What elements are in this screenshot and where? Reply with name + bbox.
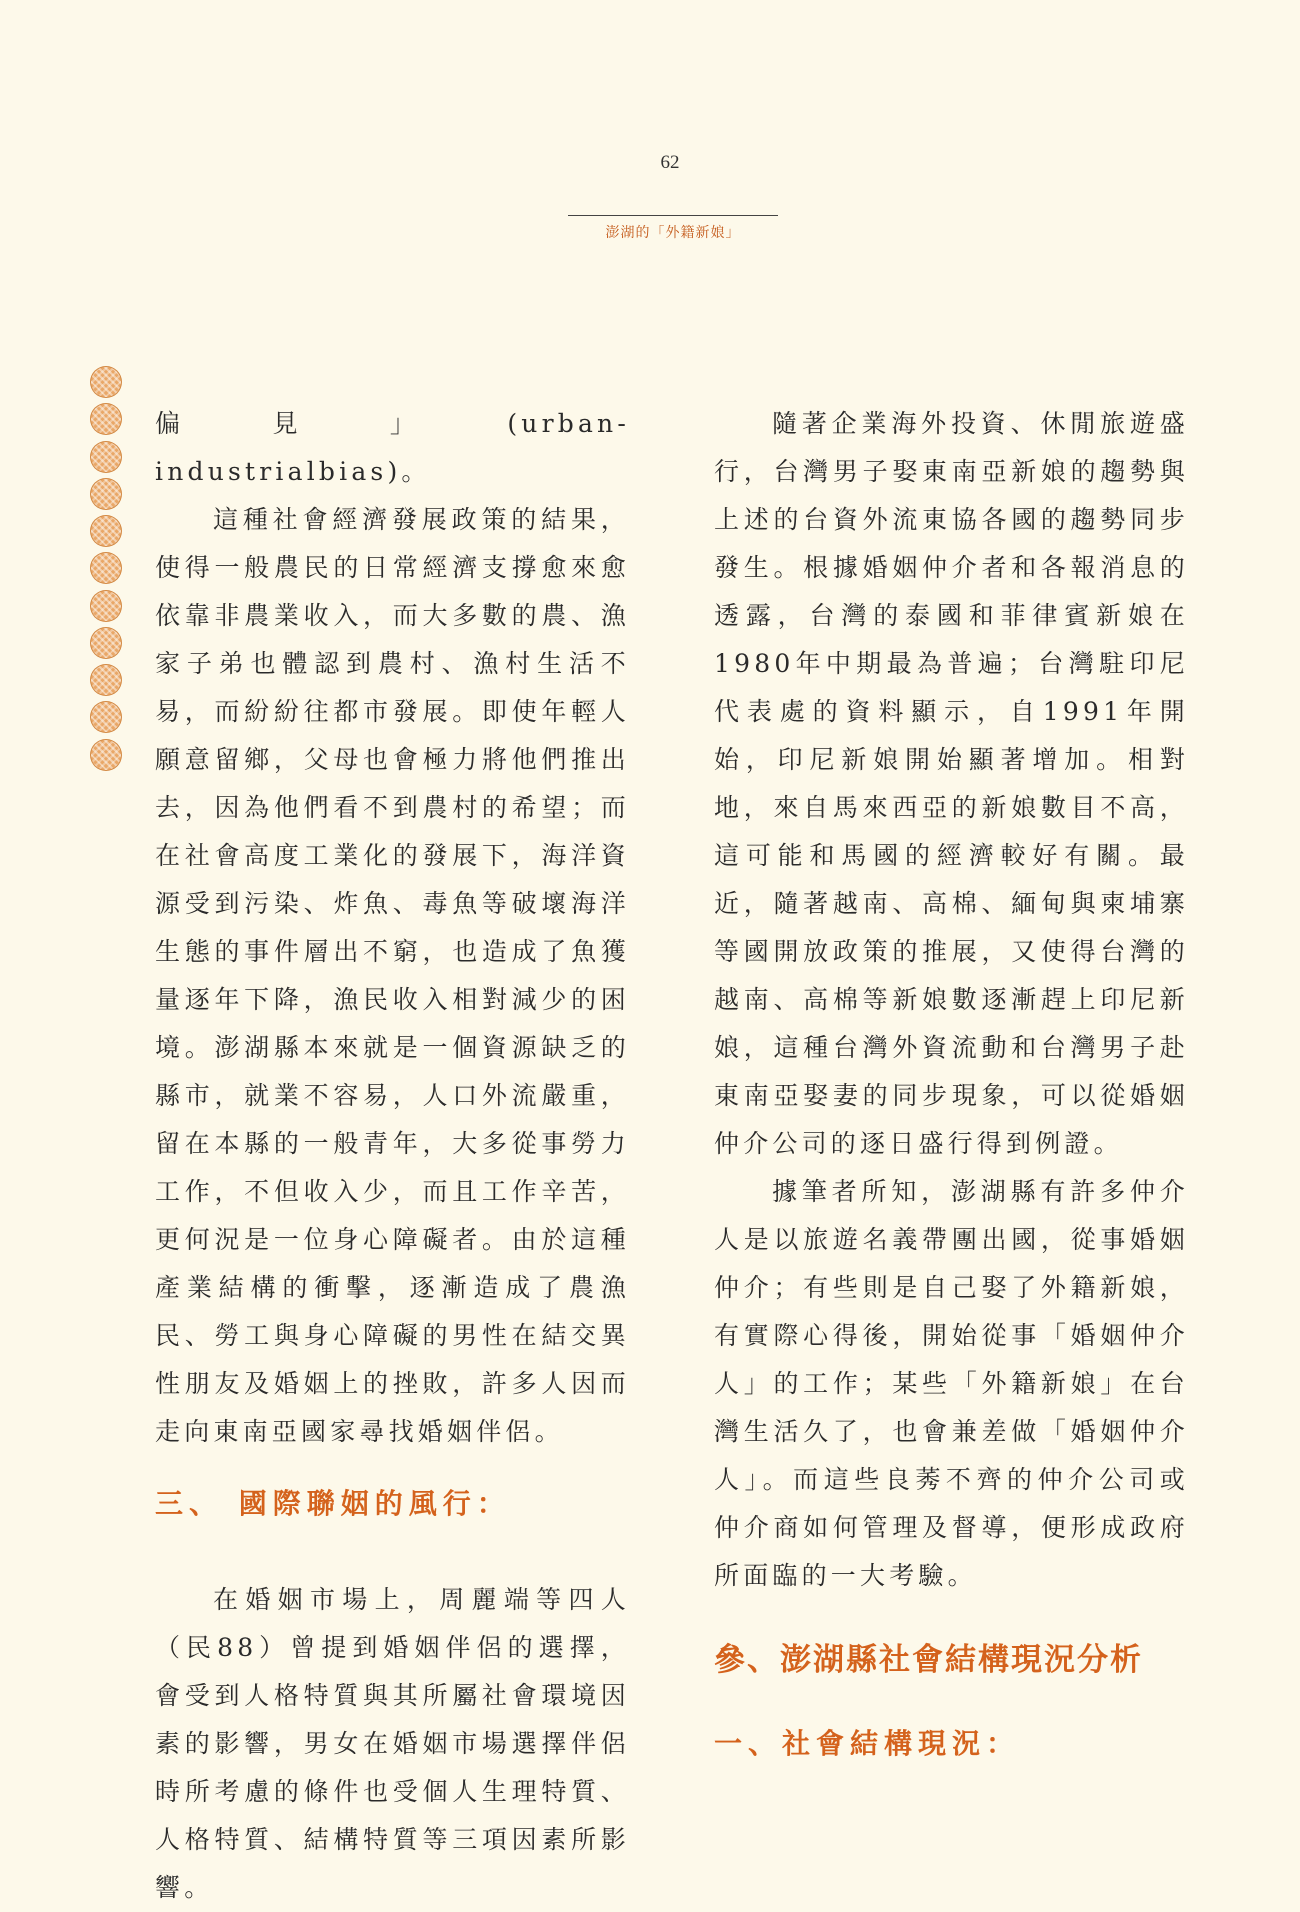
left-column <box>155 400 630 1912</box>
ornament-orb <box>90 478 122 510</box>
right-column <box>714 400 1189 1768</box>
ornament-orb <box>90 441 122 473</box>
ornament-orb <box>90 739 122 771</box>
section-heading-3: 三、 國際聯姻的風行： <box>155 1487 511 1520</box>
ornament-orb <box>90 627 122 659</box>
paragraph-marriage-market: 在婚姻市場上，周麗端等四人（民88）曾提到婚姻伴侶的選擇，會受到人格特質與其所屬社會環境因素的影響，男女在婚姻市場選擇伴侶時所考慮的條件也受個人生理特質、人格特質、結構特質等三項因素所影響。 <box>155 1585 630 1902</box>
ornament-orb <box>90 701 122 733</box>
chapter-heading: 參、澎湖縣社會結構現況分析 <box>714 1642 1143 1678</box>
ornament-orb <box>90 515 122 547</box>
ornament-orb <box>90 664 122 696</box>
ornament-orb <box>90 403 122 435</box>
paragraph-policy-result: 這種社會經濟發展政策的結果，使得一般農民的日常經濟支撐愈來愈依靠非農業收入，而大多數的農、漁家子弟也體認到農村、漁村生活不易，而紛紛往都市發展。即使年輕人願意留鄉，父母也會極力將他們推出去，因為他們看不到農村的希望；而在社會高度工業化的發展下，海洋資源受到污染、炸魚、毒魚等破壞海洋生態的事件層出不窮，也造成了魚獲量逐年下降，漁民收入相對減少的困境。澎湖縣本來就是一個資源缺乏的縣市，就業不容易，人口外流嚴重，留在本縣的一般青年，大多從事勞力工作，不但收入少，而且工作辛苦，更何況是一位身心障礙者。由於這種產業結構的衝擊，逐漸造成了農漁民、勞工與身心障礙的男性在結交異性朋友及婚姻上的挫敗，許多人因而走向東南亞國家尋找婚姻伴侶。 <box>155 505 630 1446</box>
decorative-ornament <box>86 366 126 776</box>
section-heading-1: 一、社會結構現況： <box>714 1727 1021 1760</box>
paragraph-brokers: 據筆者所知，澎湖縣有許多仲介人是以旅遊名義帶團出國，從事婚姻仲介；有些則是自己娶了外籍新娘，有實際心得後，開始從事「婚姻仲介人」的工作；某些「外籍新娘」在台灣生活久了，也會兼差做「婚姻仲介人」。而這些良莠不齊的仲介公司或仲介商如何管理及督導，便形成政府所面臨的一大考驗。 <box>714 1177 1189 1590</box>
header-rule <box>568 215 778 216</box>
ornament-orb <box>90 366 122 398</box>
paragraph-continuation: 偏見」(urban-industrialbias)。 <box>155 409 630 486</box>
running-head: 澎湖的「外籍新娘」 <box>605 225 741 241</box>
ornament-orb <box>90 552 122 584</box>
page-number: 62 <box>660 152 680 173</box>
paragraph-investment-trend: 隨著企業海外投資、休閒旅遊盛行，台灣男子娶東南亞新娘的趨勢與上述的台資外流東協各國的趨勢同步發生。根據婚姻仲介者和各報消息的透露，台灣的泰國和菲律賓新娘在1980年中期最為普遍；台灣駐印尼代表處的資料顯示，自1991年開始，印尼新娘開始顯著增加。相對地，來自馬來西亞的新娘數目不高，這可能和馬國的經濟較好有關。最近，隨著越南、高棉、緬甸與柬埔寨等國開放政策的推展，又使得台灣的越南、高棉等新娘數逐漸趕上印尼新娘，這種台灣外資流動和台灣男子赴東南亞娶妻的同步現象，可以從婚姻仲介公司的逐日盛行得到例證。 <box>714 409 1189 1158</box>
ornament-orb <box>90 590 122 622</box>
